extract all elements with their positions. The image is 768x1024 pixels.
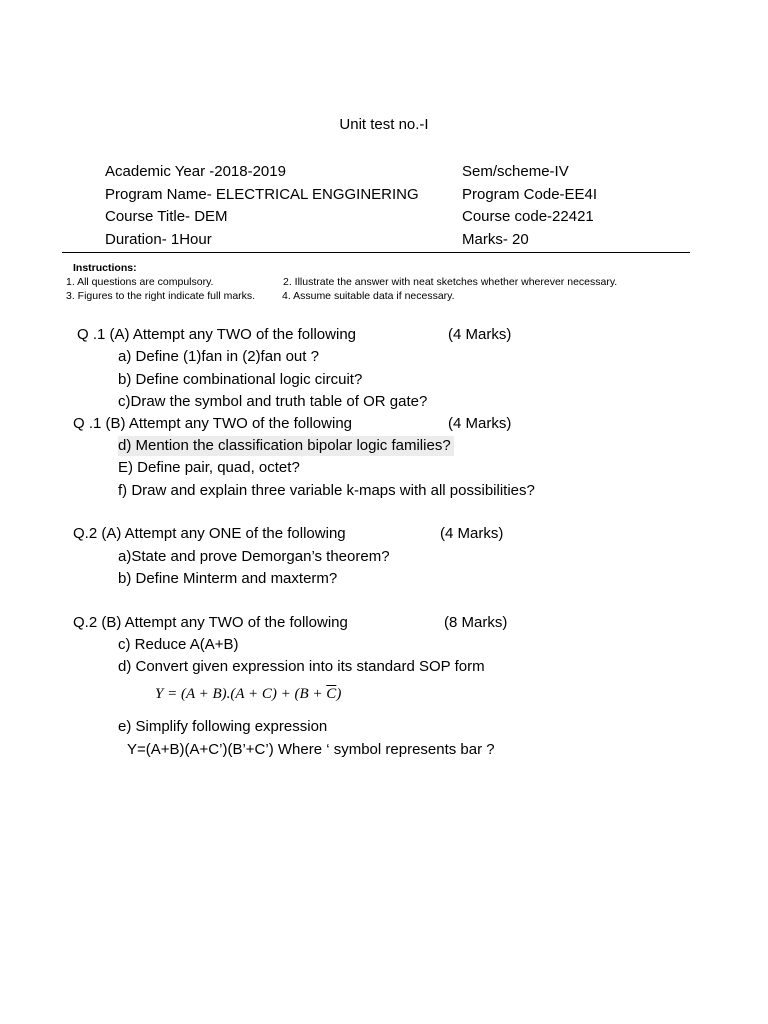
q1b-heading: Q .1 (B) Attempt any TWO of the following — [73, 415, 353, 432]
q2a-item-a: a)State and prove Demorgan’s theorem? — [118, 548, 390, 565]
q1a-heading: Q .1 (A) Attempt any TWO of the following — [77, 326, 357, 343]
program-name: Program Name- ELECTRICAL ENGGINERING — [105, 186, 419, 203]
academic-year: Academic Year -2018-2019 — [105, 163, 286, 180]
program-code: Program Code-EE4I — [462, 186, 598, 203]
duration: Duration- 1Hour — [105, 231, 212, 248]
q1b-item-e: E) Define pair, quad, octet? — [118, 459, 300, 476]
q2a-marks: (4 Marks) — [440, 525, 504, 542]
q1a-item-a: a) Define (1)fan in (2)fan out ? — [118, 348, 319, 365]
sem-scheme: Sem/scheme-IV — [462, 163, 569, 180]
q2b-heading: Q.2 (B) Attempt any TWO of the following — [73, 614, 348, 631]
q1a-item-b: b) Define combinational logic circuit? — [118, 371, 363, 388]
q2a-heading: Q.2 (A) Attempt any ONE of the following — [73, 525, 346, 542]
q2b-marks: (8 Marks) — [444, 614, 508, 631]
marks-total: Marks- 20 — [462, 231, 529, 248]
instruction-3: 3. Figures to the right indicate full marks. — [66, 290, 256, 302]
q2b-item-e: e) Simplify following expression — [118, 718, 328, 735]
q2b-item-c: c) Reduce A(A+B) — [118, 636, 239, 653]
course-code: Course code-22421 — [462, 208, 594, 225]
sop-formula-main: Y = (A + B).(A + C) + (B + — [155, 686, 327, 702]
instructions-heading: Instructions: — [73, 262, 137, 274]
sop-formula-end: ) — [336, 686, 342, 702]
header-divider — [62, 252, 690, 253]
q1a-item-c: c)Draw the symbol and truth table of OR gate? — [118, 393, 428, 410]
q1b-marks: (4 Marks) — [448, 415, 512, 432]
instruction-1: 1. All questions are compulsory. — [66, 276, 214, 288]
instruction-2: 2. Illustrate the answer with neat sketches whether wherever necessary. — [283, 276, 618, 288]
q2a-item-b: b) Define Minterm and maxterm? — [118, 570, 338, 587]
sop-formula-bar: $\overline{C}$ — [326, 686, 337, 702]
q2b-item-e-expression: Y=(A+B)(A+C’)(B’+C’) Where ‘ symbol represents bar ? — [127, 741, 495, 758]
page-title: Unit test no.-I — [339, 116, 429, 133]
course-title: Course Title- DEM — [105, 208, 228, 225]
q1a-marks: (4 Marks) — [448, 326, 512, 343]
sop-formula — [155, 686, 341, 703]
instruction-4: 4. Assume suitable data if necessary. — [282, 290, 455, 302]
q1b-item-f: f) Draw and explain three variable k-maps with all possibilities? — [118, 482, 535, 499]
q1b-item-d: d) Mention the classification bipolar logic families? — [118, 436, 454, 456]
q2b-item-d: d) Convert given expression into its standard SOP form — [118, 658, 485, 675]
